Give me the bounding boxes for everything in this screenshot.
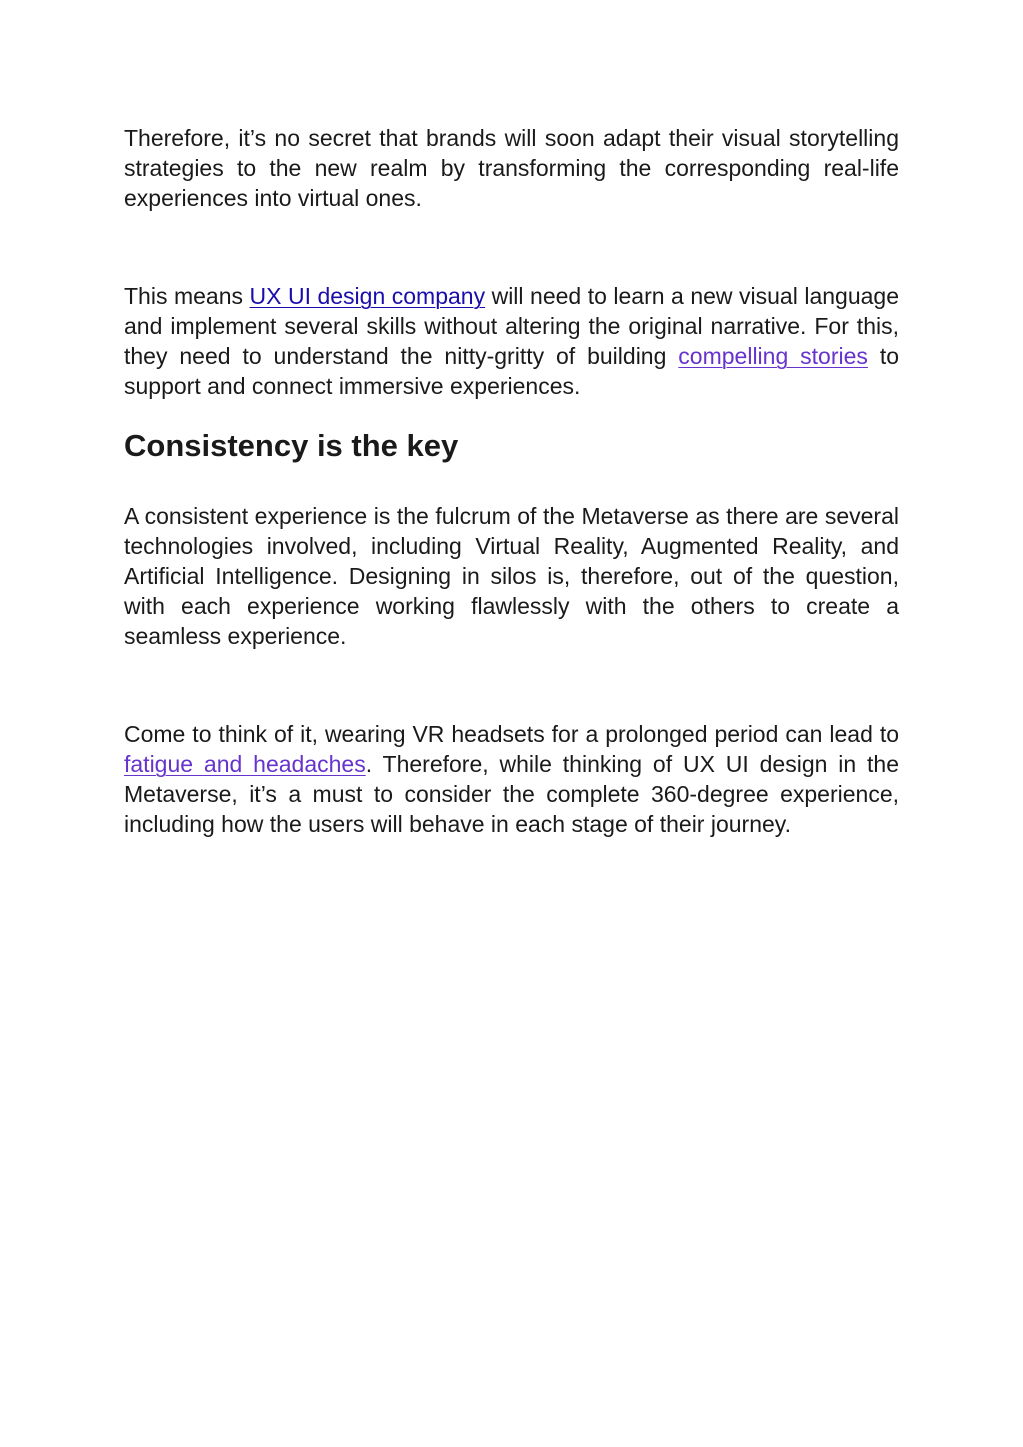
paragraph-visual-storytelling: Therefore, it’s no secret that brands will soon adapt their visual storytelling strategies to the new realm by transforming the corresponding real-life experiences into virtual ones. [124, 125, 899, 211]
paragraph-text: to support and connect immersive experiences. [124, 343, 899, 399]
fatigue-and-headaches-link[interactable]: fatigue and headaches [124, 751, 366, 777]
paragraph-ux-ui-company [124, 281, 899, 401]
document-page [124, 123, 899, 839]
paragraph-text: This means [124, 283, 250, 309]
paragraph-vr-headsets [124, 719, 899, 839]
paragraph-text: . Therefore, while thinking of UX UI design in the Metaverse, it’s a must to consider the complete 360-degree experience, including how the users will behave in each stage of their journey. [124, 751, 899, 837]
paragraph-text: Come to think of it, wearing VR headsets for a prolonged period can lead to [124, 721, 899, 747]
section-heading: Consistency is the key [124, 428, 459, 463]
ux-ui-design-company-link[interactable]: UX UI design company [249, 283, 486, 309]
paragraph-text: will need to learn a new visual language and implement several skills without altering the original narrative. For this, they need to understand the nitty-gritty of building [124, 283, 899, 369]
compelling-stories-link[interactable]: compelling stories [678, 343, 868, 369]
paragraph-consistent-experience: A consistent experience is the fulcrum of the Metaverse as there are several technologies involved, including Virtual Reality, Augmented Reality, and Artificial Intelligence. Designing in silos is, therefore, out of the question, with each experience working flawlessly with the others to create a seamless experience. [124, 503, 899, 649]
